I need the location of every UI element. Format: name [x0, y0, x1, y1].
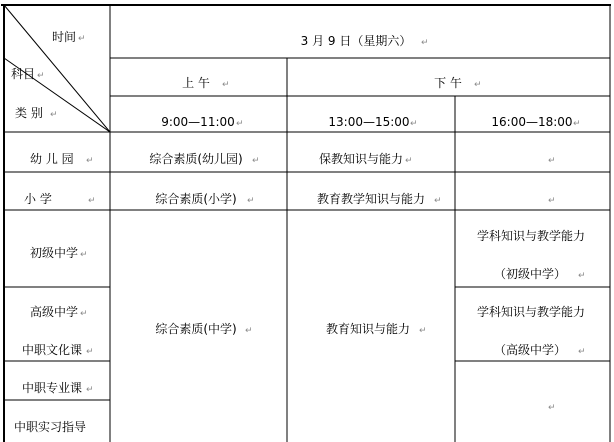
row-label-primary: 小 学	[24, 192, 52, 206]
row-label-vocational-practice: 中职实习指导	[14, 420, 87, 434]
morning-label: 上 午	[182, 76, 210, 90]
paragraph-mark: ↵	[578, 347, 586, 357]
corner-time-label: 时间	[52, 30, 77, 44]
corner-category-label: 类 别	[15, 106, 43, 120]
paragraph-mark: ↵	[419, 326, 427, 336]
cell-junior-subject-line2: （初级中学）	[493, 267, 567, 281]
paragraph-mark: ↵	[236, 119, 244, 129]
paragraph-mark: ↵	[247, 196, 255, 206]
cell-kindergarten-afternoon1: 保教知识与能力	[318, 152, 404, 166]
table-grid	[1, 5, 611, 442]
cell-junior-subject-line1: 学科知识与教学能力	[476, 229, 586, 243]
time-slot-3: 16:00—18:00	[491, 115, 573, 129]
paragraph-mark: ↵	[548, 403, 556, 413]
cell-senior-subject-line1: 学科知识与教学能力	[476, 305, 586, 319]
corner-header	[11, 29, 86, 120]
paragraph-mark: ↵	[548, 196, 556, 206]
row-label-vocational-major: 中职专业课	[22, 381, 83, 395]
subject-cells	[149, 151, 585, 413]
paragraph-mark: ↵	[80, 250, 88, 260]
paragraph-mark: ↵	[474, 80, 482, 90]
cell-kindergarten-morning: 综合素质(幼儿园)	[149, 152, 243, 166]
paragraph-mark: ↵	[252, 156, 260, 166]
cell-primary-afternoon1: 教育教学知识与能力	[316, 192, 426, 206]
time-slot-2: 13:00—15:00	[328, 115, 410, 129]
time-header	[161, 33, 580, 129]
paragraph-mark: ↵	[548, 156, 556, 166]
row-label-junior-high: 初级中学	[30, 246, 79, 260]
row-label-kindergarten: 幼 儿 园	[30, 152, 74, 166]
paragraph-mark: ↵	[86, 156, 94, 166]
paragraph-mark: ↵	[37, 71, 45, 81]
row-label-senior-high: 高级中学	[30, 305, 79, 319]
cell-secondary-morning: 综合素质(中学)	[155, 322, 237, 336]
paragraph-mark: ↵	[434, 196, 442, 206]
paragraph-mark: ↵	[88, 196, 96, 206]
paragraph-mark: ↵	[78, 34, 86, 44]
afternoon-label: 下 午	[434, 76, 462, 90]
exam-date: 3 月 9 日（星期六）	[300, 34, 412, 48]
paragraph-mark: ↵	[86, 347, 94, 357]
corner-subject-label: 科目	[11, 67, 36, 81]
paragraph-mark: ↵	[80, 309, 88, 319]
paragraph-mark: ↵	[410, 119, 418, 129]
row-label-vocational-culture: 中职文化课	[22, 343, 83, 357]
cell-secondary-afternoon1: 教育知识与能力	[325, 322, 411, 336]
paragraph-mark: ↵	[573, 119, 581, 129]
paragraph-mark: ↵	[222, 80, 230, 90]
paragraph-mark: ↵	[578, 271, 586, 281]
paragraph-mark: ↵	[421, 38, 429, 48]
cell-senior-subject-line2: （高级中学）	[493, 343, 567, 357]
paragraph-mark: ↵	[245, 326, 253, 336]
time-slot-1: 9:00—11:00	[161, 115, 235, 129]
cell-primary-morning: 综合素质(小学)	[155, 192, 237, 206]
paragraph-mark: ↵	[50, 110, 58, 120]
paragraph-mark: ↵	[405, 156, 413, 166]
row-categories	[14, 151, 96, 434]
paragraph-mark: ↵	[86, 385, 94, 395]
